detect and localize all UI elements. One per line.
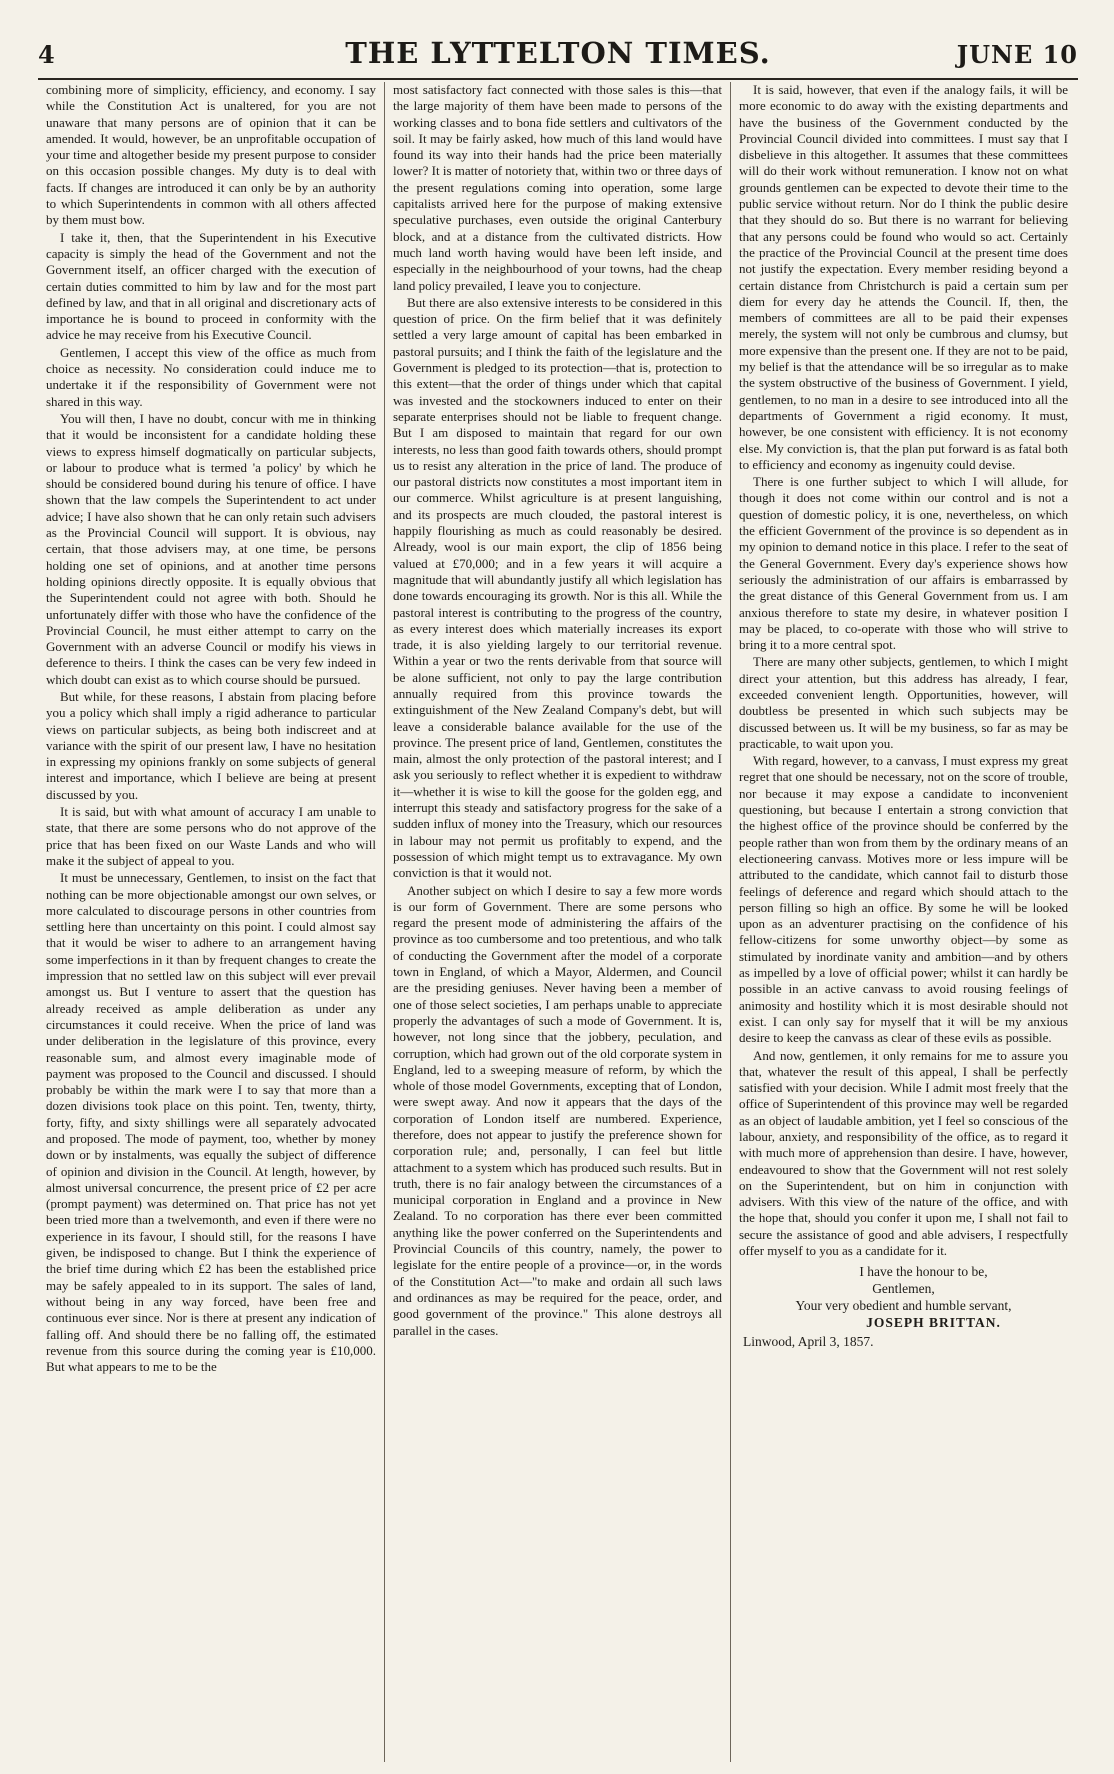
place-date-line: Linwood, April 3, 1857.: [743, 1334, 874, 1350]
paragraph: You will then, I have no doubt, concur with me in thinking that it would be inconsistent for a candidate holding these views to express himself dogmatically on particular subjects, or labour to produce what is termed 'a policy' by which he should be considered bound during his tenure of office. I have shown that the law compels the Superintendent to act under advice; I have also shown that he can only retain such advisers as the Provincial Council will support. It is obvious, nay certain, that those advisers may, at one time, be persons holding one set of opinions, and at another time persons holding opinions directly opposite. It is equally obvious that the Superintendent could not agree with both. Should he unfortunately differ with those who have the confidence of the Provincial Council, he must either attempt to carry on the Government with an adverse Council or modify his views in deference to theirs. I think the cases can be very few indeed in which doubt can exist as to which course should be pursued.: [46, 410, 376, 687]
column-2: [384, 82, 730, 1762]
paragraph: combining more of simplicity, efficiency, and economy. I say while the Constitution Act is unaltered, for you are not unaware that many persons are of opinion that it can be amended. It would, however, be an unprofitable occupation of your time and altogether beside my present purpose to consider on this occasion possible changes. My duty is to deal with facts. If changes are introduced it can only be by an authority to which Superintendents in common with all others affected by them must bow.: [46, 82, 376, 228]
page-number: 4: [38, 40, 55, 69]
servant-line: Your very obedient and humble servant,: [795, 1298, 1012, 1314]
article-columns: [38, 82, 1078, 1762]
column-1: [38, 82, 384, 1762]
paragraph: Another subject on which I desire to say a few more words is our form of Government. There are some persons who regard the present mode of administering the affairs of the province as too cumbersome and too pretentious, and who talk of conducting the Government after the model of a corporate town in England, of which a Mayor, Aldermen, and Council are the presiding geniuses. Never having been a member of one of those select societies, I am perhaps unable to appreciate properly the advantages of such a mode of Government. It is, however, not long since that the jobbery, peculation, and corruption, which had grown out of the old corporate system in England, led to a sweeping measure of reform, by which the whole of those model Governments, excepting that of London, were swept away. And now it appears that the days of the corporation of London itself are numbered. Experience, therefore, does not appear to justify the preference shown for corporation rule; and, personally, I can feel but little attachment to a system which has produced such results. But in truth, there is no fair analogy between the circumstances of a municipal corporation in England and a province in New Zealand. To no corporation has there ever been committed anything like the power conferred on the Superintendents and Provincial Councils of this country, namely, the power to legislate for the entire people of a province—or, in the words of the Constitution Act—"to make and ordain all such laws and ordinances as may be required for the peace, order, and good government of the province." This alone destroys all parallel in the cases.: [393, 882, 722, 1338]
paragraph: Gentlemen, I accept this view of the office as much from choice as necessity. No consideration could induce me to undertake it if the responsibility of Government were not shared in this way.: [46, 344, 376, 409]
paragraph: There is one further subject to which I will allude, for though it does not come within our control and is not a question of domestic policy, it is one, nevertheless, on which the efficient Government of the province is so dependent as in my opinion to demand notice in this place. I refer to the seat of the General Government. Every day's experience shows how seriously the administration of our affairs is embarrassed by the great distance of this General Government from us. I am anxious therefore to state my desire, in whatever position I may be placed, to co-operate with those who will strive to bring it to a more central spot.: [739, 474, 1068, 653]
paragraph: With regard, however, to a canvass, I must express my great regret that one should be necessary, not on the score of trouble, nor because it may expose a candidate to inconvenient questioning, but because I entertain a strong conviction that the highest office of the province should be conferred by the people rather than won from them by the ordinary means of an electioneering canvass. Motives more or less impure will be attributed to the candidate, which cannot fail to disturb those feelings of deference and regard which should attach to the person filling so high an office. By some he will be looked upon as an adventurer practising on the confidence of his fellow-citizens for some unworthy object—by some as stimulated by inordinate vanity and ambition—and by others as impelled by a love of official power; whilst it can hardly be possible in an active canvass to avoid rousing feelings of animosity and hostility which it is most desirable should not exist. I can only say for myself that it will be my anxious desire to keep the canvass as clear of these evils as possible.: [739, 753, 1068, 1046]
paragraph: But while, for these reasons, I abstain from placing before you a policy which shall imply a rigid adherance to particular views on particular subjects, as being both indiscreet and at variance with the spirit of our present law, I have no hesitation in expressing my opinions frankly on some subjects of general interest and importance, which I believe are being at present discussed by you.: [46, 688, 376, 802]
paragraph: It is said, however, that even if the analogy fails, it will be more economic to do away with the existing departments and have the business of the Government conducted by the Provincial Council divided into committees. I must say that I disbelieve in this altogether. It assumes that these committees will do their work without remuneration. I know not on what grounds gentlemen can be expected to devote their time to the public service without return. Nor do I think the public desire that they should do so. But there is no warrant for believing that any persons could be found who would so act. Certainly the practice of the Provincial Council at the present time does not justify the expectation. Every member residing beyond a certain distance from Christchurch is paid a certain sum per diem for every day he attends the Council. If, then, the members of committees are all to be paid their expenses merely, the system will not only be cumbrous and clumsy, but more expensive than the present one. If they are not to be paid, my belief is that the attendance will be so irregular as to make the system obstructive of the business of Government. I yield, gentlemen, to no man in a desire to see introduced into all the departments of Government a rigid economy. It must, however, be one consistent with efficiency. It is not economy else. My conviction is, that the plan put forward is as fatal both to efficiency and economy as ingenuity could devise.: [739, 82, 1068, 472]
letter-signoff: [739, 1263, 1068, 1350]
paragraph: It is said, but with what amount of accuracy I am unable to state, that there are some persons who do not approve of the price that has been fixed on our Waste Lands and who will make it the subject of appeal to you.: [46, 804, 376, 868]
signature-name: JOSEPH BRITTAN.: [866, 1315, 1001, 1331]
newspaper-title: THE LYTTELTON TIMES.: [345, 36, 771, 70]
salutation-line: Gentlemen,: [872, 1281, 935, 1297]
paragraph: I take it, then, that the Superintendent in his Executive capacity is simply the head of the Government and not the Government itself, an officer charged with the execution of certain duties committed to him by law and for the most part defined by law, and that in all original and discretionary acts of importance he is bound to proceed in conformity with the advice he may receive from his Executive Council.: [46, 229, 376, 343]
column-3: [730, 82, 1076, 1762]
paragraph: There are many other subjects, gentlemen, to which I might direct your attention, but this address has already, I fear, exceeded convenient length. Opportunities, however, will doubtless be presented in which such subjects may be discussed between us. It will be my business, so far as may be practicable, to wait upon you.: [739, 654, 1068, 751]
paragraph: It must be unnecessary, Gentlemen, to insist on the fact that nothing can be more objectionable amongst our own selves, or more calculated to discourage persons in other countries from settling here than uncertainty on this point. I could almost say that it would be wiser to adhere to an arrangement having some imperfections in it than by frequent changes to create the impression that no settled law on this subject will ever prevail amongst us. But I venture to assert that the question has already received as ample deliberation as under any circumstances it could receive. When the price of land was under deliberation in the legislature of this province, every reasonable sum, and almost every imaginable mode of payment was proposed to the Council and discussed. I should probably be within the mark were I to say that more than a dozen divisions took place on this point. Ten, twenty, thirty, forty, fifty, and sixty shillings were all separately advocated and proposed. The mode of payment, too, whether by money down or by instalments, was equally the subject of difference of opinion and division in the Council. At length, however, by almost universal concurrence, the present price of £2 per acre (prompt payment) was determined on. That price has not yet been tried more than a twelvemonth, and even if there were no experience in its favour, I should still, for the reasons I have given, be indisposed to change. But I think the experience of the brief time during which £2 has been the established price may be safely appealed to in its support. The sales of land, without being in any way forced, have been free and continuous ever since. Nor is there at present any indication of falling off. And should there be no falling off, the estimated revenue from this source during the coming year is £10,000. But what appears to me to be the: [46, 870, 376, 1375]
paragraph: most satisfactory fact connected with those sales is this—that the large majority of them have been made to persons of the working classes and to bona fide settlers and cultivators of the soil. It may be fairly asked, how much of this land would have found its way into their hands had the price been materially lower? It is matter of notoriety that, within two or three days of the present regulations coming into operation, some large capitalists arrived here for the purpose of making extensive speculative purchases, even outside the original Canterbury block, and at a distance from the cultivated districts. How much land worth having would have been left inside, and especially in the neighbourhood of your towns, had the cheap land policy prevailed, I leave you to conjecture.: [393, 82, 722, 293]
masthead: [38, 32, 1078, 80]
paragraph: But there are also extensive interests to be considered in this question of price. On the firm belief that it was definitely settled a very large amount of capital has been embarked in pastoral pursuits; and I think the faith of the legislature and the Government is pledged to its protection—that is, protection to this extent—that the order of things under which that capital was invested and the stockowners induced to enter on their separate enterprises should not be liable to frequent change. But I am disposed to maintain that regard for our own interests, no less than good faith towards others, should prompt us to resist any alteration in the price of land. The produce of our pastoral districts now constitutes a most important item in our commerce. Whilst agriculture is at present languishing, and its prospects are much clouded, the pastoral interest is happily flourishing as much as could reasonably be desired. Already, wool is our main export, the clip of 1856 being valued at £70,000; and in a few years it will acquire a magnitude that will abundantly justify all which legislation has done towards encouraging its growth. Nor is this all. While the pastoral interest is contributing to the progress of the country, as every interest does which materially increases its export trade, it is also yielding largely to our territorial revenue. Within a year or two the rents derivable from that source will be alone sufficient, not only to pay the large contribution annually required from this province towards the extinguishment of the New Zealand Company's debt, but will leave a considerable balance available for the use of the province. The present price of land, Gentlemen, constitutes the main, almost the only protection of the pastoral interest; and I ask you seriously to reflect whether it is expedient to withdraw it—whether it is wise to kill the goose for the golden egg, and interrupt this steady and satisfactory progress for the sake of a sudden influx of money into the Treasury, which our resources in labour may not permit us profitably to expend, and the possession of which might tempt us to extravagance. My own conviction is that it would not.: [393, 294, 722, 881]
closing-line: I have the honour to be,: [859, 1264, 988, 1280]
issue-date: JUNE 10: [956, 40, 1078, 69]
paragraph: And now, gentlemen, it only remains for me to assure you that, whatever the result of this appeal, I shall be perfectly satisfied with your decision. While I admit most freely that the office of Superintendent of this province may well be regarded as an object of laudable ambition, yet I feel so conscious of the labour, anxiety, and responsibility of the office, as to regard it with much more of apprehension than desire. I have, however, endeavoured to show that the Government will not rest solely on the Superintendent, but on him in conjunction with advisers. With this view of the nature of the office, and with the hope that, should you confer it upon me, I shall not fail to secure the assistance of good and able advisers, I respectfully offer myself to you as a candidate for it.: [739, 1047, 1068, 1259]
